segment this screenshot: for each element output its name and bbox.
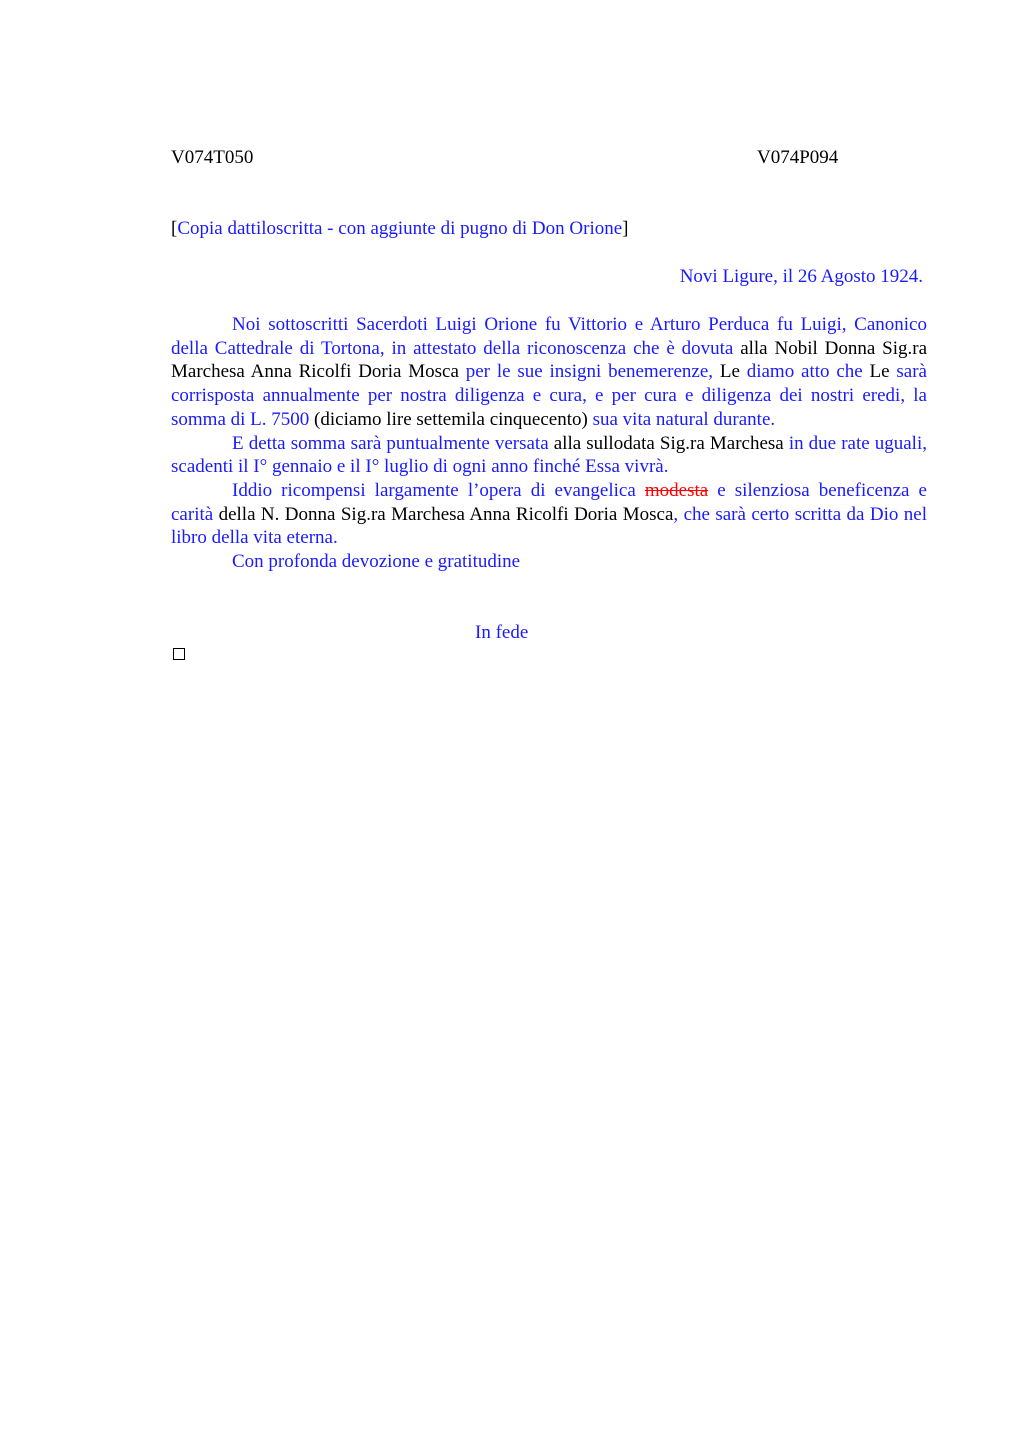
- paragraph-1: [171, 313, 927, 432]
- p1-segment: Noi sottoscritti Sacerdoti Luigi Orione fu Vittorio e Arturo Perduca fu Luigi, Canonico della Cattedrale di Tortona, in attestato della riconoscenza che è dovuta: [171, 314, 927, 359]
- note-open-bracket: [: [171, 218, 178, 239]
- p1-segment: diamo atto che: [746, 361, 863, 383]
- p3-segment: , che sarà certo scritta da Dio nel libro della vita eterna.: [171, 503, 928, 549]
- paragraph-3: [171, 479, 927, 550]
- p3-segment: e silenziosa beneficenza e carità: [171, 479, 927, 525]
- closing-line: In fede: [475, 622, 529, 643]
- date-line: Novi Ligure, il 26 Agosto 1924.: [679, 266, 923, 287]
- p2-segment: alla sullodata Sig.ra Marchesa: [548, 432, 789, 454]
- note-text: Copia dattiloscritta - con aggiunte di pugno di Don Orione: [177, 218, 623, 239]
- p3-segment: della N. Donna Sig.ra Marchesa Anna Ricolfi Doria Mosca: [213, 503, 674, 525]
- document-code-left: V074T050: [171, 147, 254, 168]
- p2-segment: E detta somma sarà puntualmente versata: [232, 432, 549, 454]
- editorial-note: [171, 218, 629, 240]
- p1-segment: sarà corrisposta annualmente per nostra diligenza e cura, e per cura e diligenza dei nostri eredi, la somma di L. 7500: [171, 361, 927, 430]
- p1-segment: Le: [862, 361, 897, 383]
- p1-segment: Le: [713, 361, 747, 383]
- p3-segment: Iddio ricompensi largamente l’opera di evangelica: [232, 479, 645, 501]
- p1-segment: per le sue insigni benemerenze,: [465, 361, 714, 383]
- p1-segment: sua vita natural durante.: [592, 408, 776, 430]
- p1-segment: (diciamo lire settemila cinquecento): [309, 408, 593, 430]
- page-code-right: V074P094: [757, 147, 839, 168]
- p1-segment: alla Nobil Donna Sig.ra Marchesa Anna Ricolfi Doria Mosca: [171, 337, 927, 383]
- checkbox-square-icon: [173, 648, 185, 660]
- deleted-word: modesta: [644, 479, 709, 501]
- paragraph-4: Con profonda devozione e gratitudine: [232, 551, 521, 573]
- paragraph-2: [171, 432, 927, 479]
- note-close-bracket: ]: [622, 218, 629, 239]
- p2-segment: in due rate uguali, scadenti il I° gennaio e il I° luglio di ogni anno finché Essa vivrà.: [171, 432, 927, 478]
- letter-body: [171, 313, 927, 574]
